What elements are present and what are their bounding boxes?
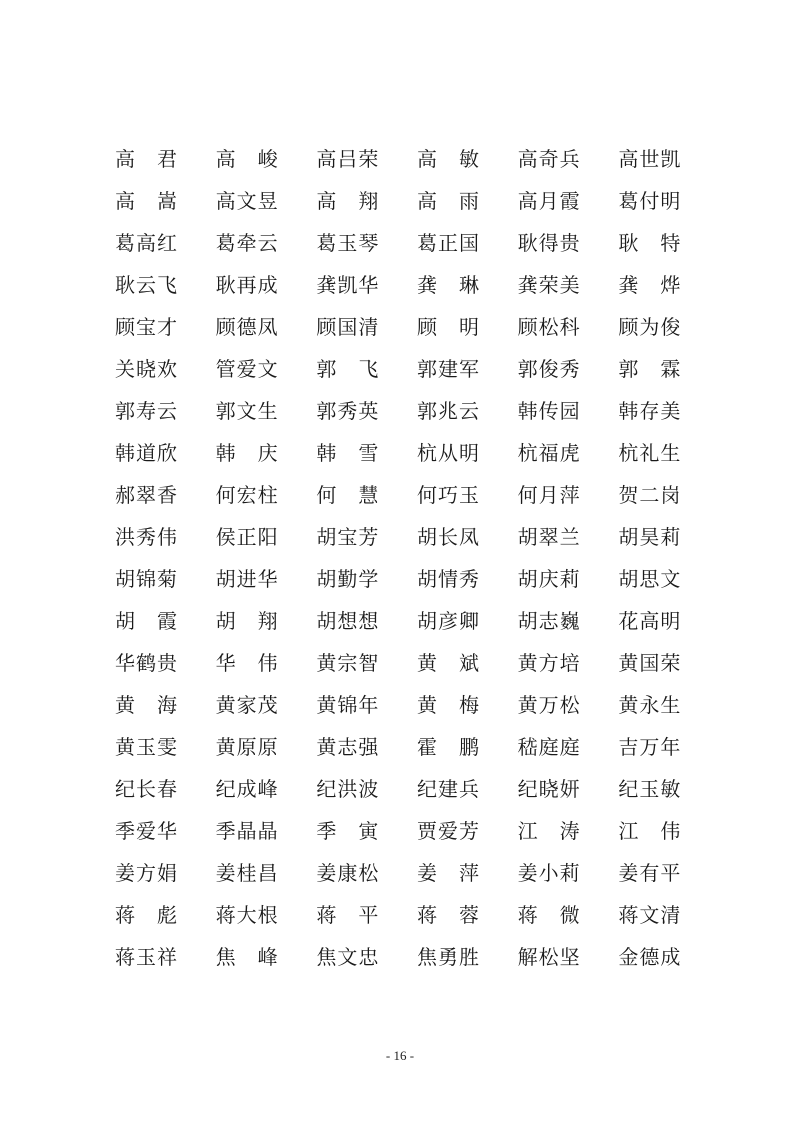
name-entry: 花高明 [618,609,682,633]
name-entry: 霍 鹏 [416,735,479,759]
name-entry: 葛正国 [416,231,480,255]
name-entry: 高 敏 [416,147,479,171]
name-entry: 江 伟 [618,819,681,843]
name-entry: 姜小莉 [517,861,581,885]
name-entry: 吉万年 [618,735,682,759]
name-entry: 顾 明 [416,315,479,339]
name-entry: 韩道欣 [115,441,178,465]
name-entry: 高文昱 [215,189,279,213]
name-entry: 高 君 [115,147,177,171]
name-entry: 嵇庭庭 [517,735,581,759]
name-entry: 季晶晶 [215,819,279,843]
name-entry: 蒋 彪 [115,903,177,927]
name-entry: 蒋大根 [215,903,279,927]
name-entry: 葛付明 [618,189,682,213]
name-entry: 胡志巍 [517,609,581,633]
name-entry: 顾宝才 [115,315,178,339]
name-entry: 纪建兵 [416,777,480,801]
name-list [115,138,695,978]
name-entry: 姜方娟 [115,861,178,885]
name-entry: 韩存美 [618,399,682,423]
name-entry: 季爱华 [115,819,178,843]
name-entry: 黄志强 [316,735,380,759]
name-entry: 黄方培 [517,651,581,675]
name-entry: 郭 飞 [316,357,379,381]
name-entry: 杭礼生 [618,441,682,465]
name-entry: 纪玉敏 [618,777,682,801]
name-entry: 高世凯 [618,147,682,171]
name-entry: 黄 斌 [416,651,479,675]
name-entry: 耿得贵 [517,231,581,255]
name-entry: 纪成峰 [215,777,279,801]
name-entry: 胡昊莉 [618,525,682,549]
name-entry: 高 嵩 [115,189,177,213]
name-entry: 韩传园 [517,399,581,423]
name-entry: 葛牵云 [215,231,279,255]
name-entry: 黄万松 [517,693,581,717]
name-entry: 顾国清 [316,315,380,339]
name-entry: 葛玉琴 [316,231,380,255]
name-entry: 江 涛 [517,819,580,843]
name-entry: 郭建军 [416,357,480,381]
name-entry: 姜有平 [618,861,682,885]
name-entry: 龚 烨 [618,273,681,297]
name-entry: 杭从明 [416,441,480,465]
page-number: - 16 - [385,1048,415,1063]
name-entry: 顾松科 [517,315,581,339]
name-entry: 胡 霞 [115,609,177,633]
name-entry: 龚 琳 [416,273,479,297]
name-entry: 胡翠兰 [517,525,581,549]
name-entry: 蒋 平 [316,903,379,927]
name-entry: 焦文忠 [316,945,380,969]
name-entry: 高月霞 [517,189,581,213]
name-entry: 郝翠香 [115,483,178,507]
name-entry: 蒋 蓉 [416,903,479,927]
name-entry: 郭兆云 [416,399,480,423]
name-entry: 胡情秀 [416,567,480,591]
name-entry: 龚荣美 [517,273,581,297]
name-entry: 黄 梅 [416,693,479,717]
name-entry: 纪洪波 [316,777,380,801]
name-entry: 姜桂昌 [215,861,279,885]
name-entry: 胡长凤 [416,525,480,549]
name-entry: 胡进华 [215,567,279,591]
name-entry: 蒋文清 [618,903,682,927]
name-entry: 胡思文 [618,567,682,591]
name-entry: 韩 庆 [215,441,278,465]
name-entry: 郭寿云 [115,399,178,423]
name-entry: 高 翔 [316,189,379,213]
name-entry: 金德成 [618,945,682,969]
name-entry: 何宏柱 [215,483,279,507]
name-entry: 高 峻 [215,147,278,171]
name-entry: 郭俊秀 [517,357,581,381]
name-entry: 郭秀英 [316,399,380,423]
name-entry: 龚凯华 [316,273,380,297]
name-entry: 解松坚 [517,945,581,969]
name-entry: 郭文生 [215,399,279,423]
name-entry: 杭福虎 [517,441,581,465]
name-entry: 姜 萍 [416,861,479,885]
name-entry: 何 慧 [316,483,379,507]
name-entry: 胡锦菊 [115,567,178,591]
name-entry: 蒋玉祥 [115,945,178,969]
name-entry: 胡 翔 [215,609,278,633]
name-entry: 黄锦年 [316,693,380,717]
name-entry: 侯正阳 [215,525,279,549]
name-entry: 华鹤贵 [115,651,178,675]
name-entry: 顾为俊 [618,315,682,339]
name-entry: 华 伟 [215,651,278,675]
name-entry: 黄玉雯 [115,735,178,759]
name-entry: 管爱文 [215,357,279,381]
name-entry: 姜康松 [316,861,380,885]
name-entry: 顾德凤 [215,315,279,339]
name-entry: 耿再成 [215,273,279,297]
name-entry: 高奇兵 [517,147,581,171]
name-entry: 高吕荣 [316,147,380,171]
name-entry: 纪长春 [115,777,178,801]
name-entry: 纪晓妍 [517,777,581,801]
name-entry: 胡想想 [316,609,380,633]
name-entry: 耿 特 [618,231,681,255]
name-entry: 何月萍 [517,483,581,507]
name-entry: 何巧玉 [416,483,480,507]
name-entry: 蒋 微 [517,903,580,927]
name-entry: 胡庆莉 [517,567,581,591]
name-entry: 黄原原 [215,735,279,759]
name-entry: 胡勤学 [316,567,380,591]
name-entry: 黄国荣 [618,651,682,675]
name-entry: 高 雨 [416,189,479,213]
name-entry: 郭 霖 [618,357,681,381]
name-entry: 洪秀伟 [115,525,178,549]
name-entry: 胡彦卿 [416,609,480,633]
name-entry: 关晓欢 [115,357,178,381]
name-entry: 焦勇胜 [416,945,480,969]
name-entry: 黄 海 [115,693,177,717]
name-entry: 黄永生 [618,693,682,717]
name-entry: 季 寅 [316,819,379,843]
name-entry: 耿云飞 [115,273,178,297]
name-entry: 黄宗智 [316,651,380,675]
name-entry: 黄家茂 [215,693,279,717]
name-entry: 贾爱芳 [416,819,480,843]
name-entry: 焦 峰 [215,945,278,969]
name-entry: 胡宝芳 [316,525,380,549]
name-entry: 贺二岗 [618,483,682,507]
name-entry: 葛高红 [115,231,178,255]
name-entry: 韩 雪 [316,441,379,465]
